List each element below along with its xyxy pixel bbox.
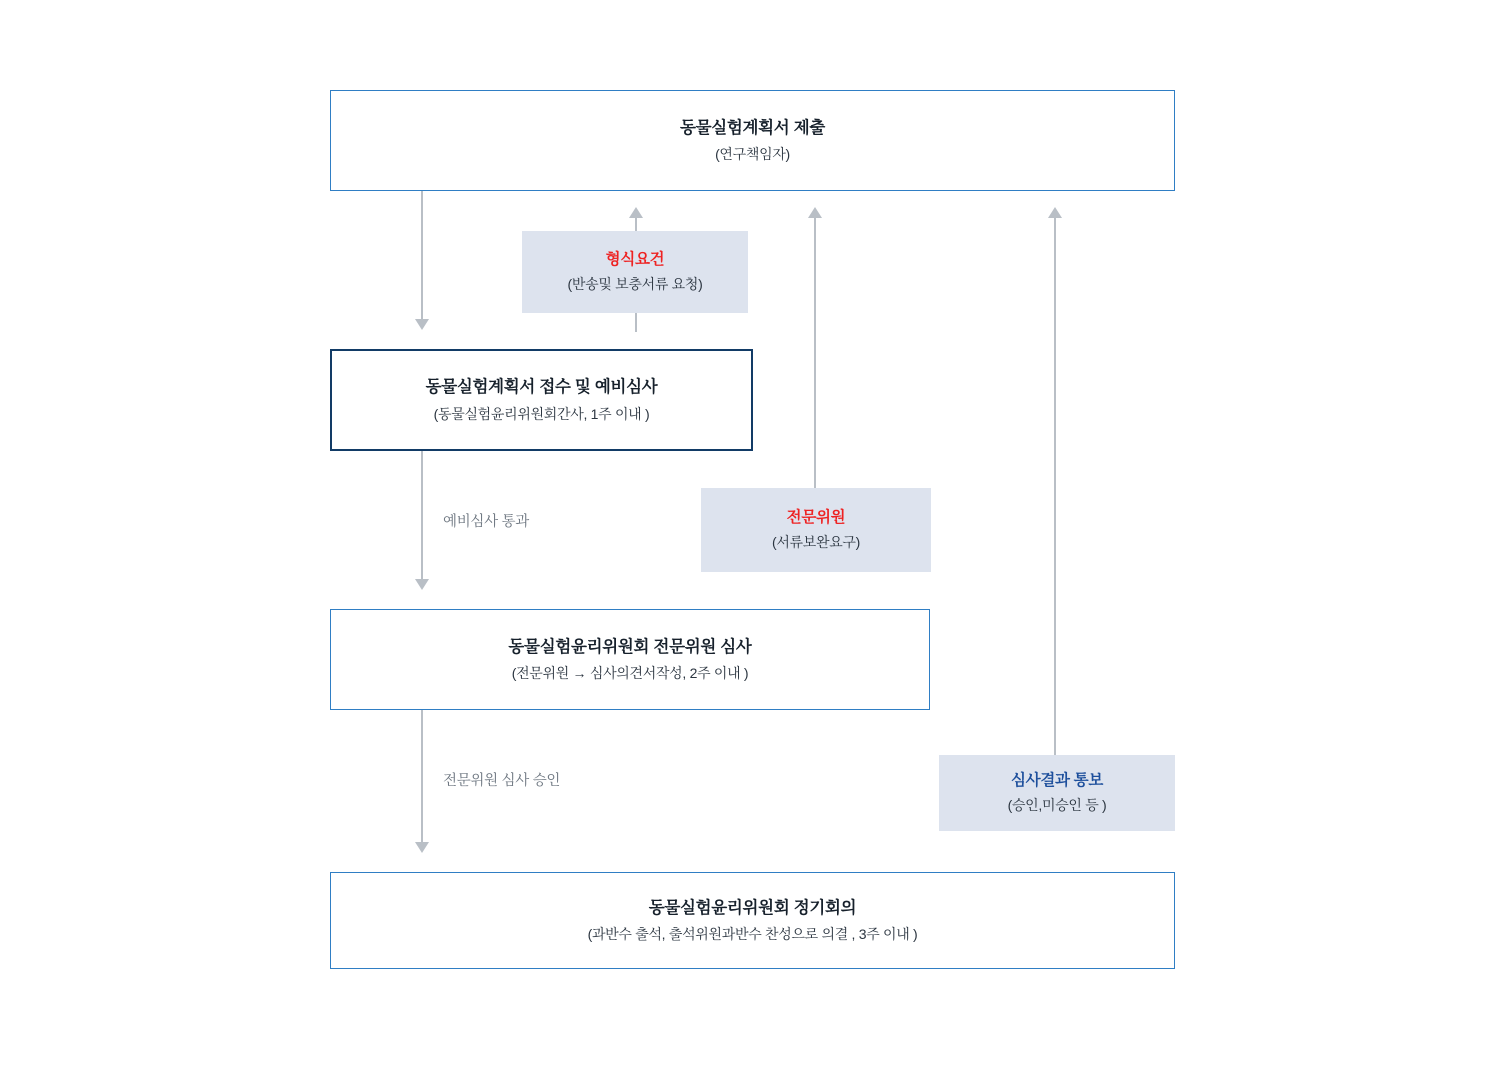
process-box-regular-meeting[interactable] xyxy=(330,872,1175,969)
process-box-submit-plan[interactable] xyxy=(330,90,1175,191)
box-title: 동물실험윤리위원회 전문위원 심사 xyxy=(508,637,752,656)
connector-expert-to-meeting xyxy=(421,710,423,842)
arrowhead-receipt-to-expert xyxy=(415,579,429,590)
note-title: 전문위원 xyxy=(786,509,846,527)
note-box-expert-supplement[interactable] xyxy=(701,488,931,572)
box-title: 동물실험윤리위원회 정기회의 xyxy=(648,898,857,917)
note-box-result-notice[interactable] xyxy=(939,755,1175,831)
box-title: 동물실험계획서 접수 및 예비심사 xyxy=(425,378,658,397)
edge-label-expert-approval: 전문위원 심사 승인 xyxy=(443,773,561,789)
connector-receipt-to-expert xyxy=(421,451,423,579)
note-subtitle: (반송및 보충서류 요청) xyxy=(567,276,703,293)
box-subtitle: (전문위원 → 심사의견서작성, 2주 이내 ) xyxy=(511,665,749,682)
connector-result-notice-up xyxy=(1054,218,1056,755)
arrowhead-expert-supplement-up xyxy=(808,207,822,218)
box-subtitle: (동물실험윤리위원회간사, 1주 이내 ) xyxy=(433,405,650,422)
process-box-receipt-preliminary-review[interactable] xyxy=(330,349,753,451)
box-subtitle: (연구책임자) xyxy=(715,146,790,163)
connector-expert-supplement-up xyxy=(814,218,816,488)
arrowhead-result-notice-up xyxy=(1048,207,1062,218)
process-box-expert-review[interactable] xyxy=(330,609,930,710)
box-subtitle: (과반수 출석, 출석위원과반수 찬성으로 의결 , 3주 이내 ) xyxy=(587,926,918,943)
note-subtitle: (승인,미승인 등 ) xyxy=(1007,797,1107,814)
arrowhead-format-requirement-up xyxy=(629,207,643,218)
box-title: 동물실험계획서 제출 xyxy=(679,118,826,137)
note-title: 형식요건 xyxy=(605,251,665,269)
arrowhead-submit-to-receipt xyxy=(415,319,429,330)
edge-label-preliminary-pass: 예비심사 통과 xyxy=(443,514,529,530)
note-subtitle: (서류보완요구) xyxy=(771,534,861,551)
note-box-format-requirement[interactable] xyxy=(522,231,748,313)
arrowhead-expert-to-meeting xyxy=(415,842,429,853)
connector-submit-to-receipt xyxy=(421,191,423,319)
note-title: 심사결과 통보 xyxy=(1010,772,1104,790)
